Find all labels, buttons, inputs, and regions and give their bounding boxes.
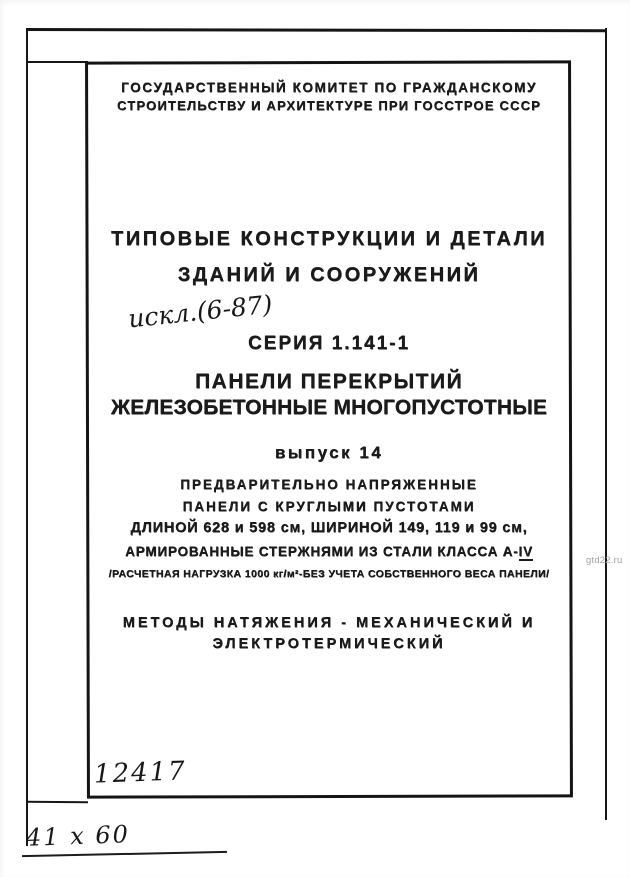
steel-class-roman-numeral: IV <box>518 544 533 559</box>
outer-frame-left-line <box>26 28 28 846</box>
series-number: СЕРИЯ 1.141-1 <box>247 333 411 354</box>
organization-name-line2: СТРОИТЕЛЬСТВУ И АРХИТЕКТУРЕ ПРИ ГОССТРОЕ СССР <box>116 98 542 113</box>
main-title-line1: ПАНЕЛИ ПЕРЕКРЫТИЙ <box>194 370 464 393</box>
description-line3: ДЛИНОЙ 628 и 598 см, ШИРИНОЙ 149, 119 и 99 см, <box>130 520 528 536</box>
outer-frame-right-line <box>605 28 607 820</box>
handwritten-format-mark: 41 х 60 <box>25 820 131 852</box>
issue-number: выпуск 14 <box>274 443 384 462</box>
collection-title-line2: ЗДАНИЙ И СООРУЖЕНИЙ <box>177 264 481 286</box>
handwritten-inventory-number: 12417 <box>93 756 188 790</box>
main-title-line2: ЖЕЛЕЗОБЕТОННЫЕ МНОГОПУСТОТНЫЕ <box>110 396 548 419</box>
description-line1: ПРЕДВАРИТЕЛЬНО НАПРЯЖЕННЫЕ <box>180 477 478 492</box>
organization-name-line1: ГОСУДАРСТВЕННЫЙ КОМИТЕТ ПО ГРАЖДАНСКОМУ <box>121 80 537 95</box>
tension-methods-line1: МЕТОДЫ НАТЯЖЕНИЯ - МЕХАНИЧЕСКИЙ И <box>122 615 536 631</box>
description-line4 <box>86 544 572 559</box>
outer-frame-top-line <box>26 28 607 32</box>
steel-class-prefix: АРМИРОВАННЫЕ СТЕРЖНЯМИ ИЗ СТАЛИ КЛАССА А- <box>125 544 519 559</box>
handwritten-exclusion-note: искл.(6-87) <box>126 289 274 334</box>
description-line2: ПАНЕЛИ С КРУГЛЫМИ ПУСТОТАМИ <box>182 499 476 514</box>
format-mark-underline <box>22 851 227 857</box>
frame-bottom-extension-line <box>26 801 88 803</box>
frame-connector-line <box>26 61 88 63</box>
collection-title-line1: ТИПОВЫЕ КОНСТРУКЦИИ И ДЕТАЛИ <box>110 228 548 250</box>
title-block-border <box>85 60 573 798</box>
tension-methods-line2: ЭЛЕКТРОТЕРМИЧЕСКИЙ <box>212 636 446 652</box>
site-watermark: gtd22.ru <box>586 555 623 566</box>
design-load-note: /РАСЧЕТНАЯ НАГРУЗКА 1000 кг/м²-БЕЗ УЧЕТА СОБСТВЕННОГО ВЕСА ПАНЕЛИ/ <box>108 568 550 580</box>
